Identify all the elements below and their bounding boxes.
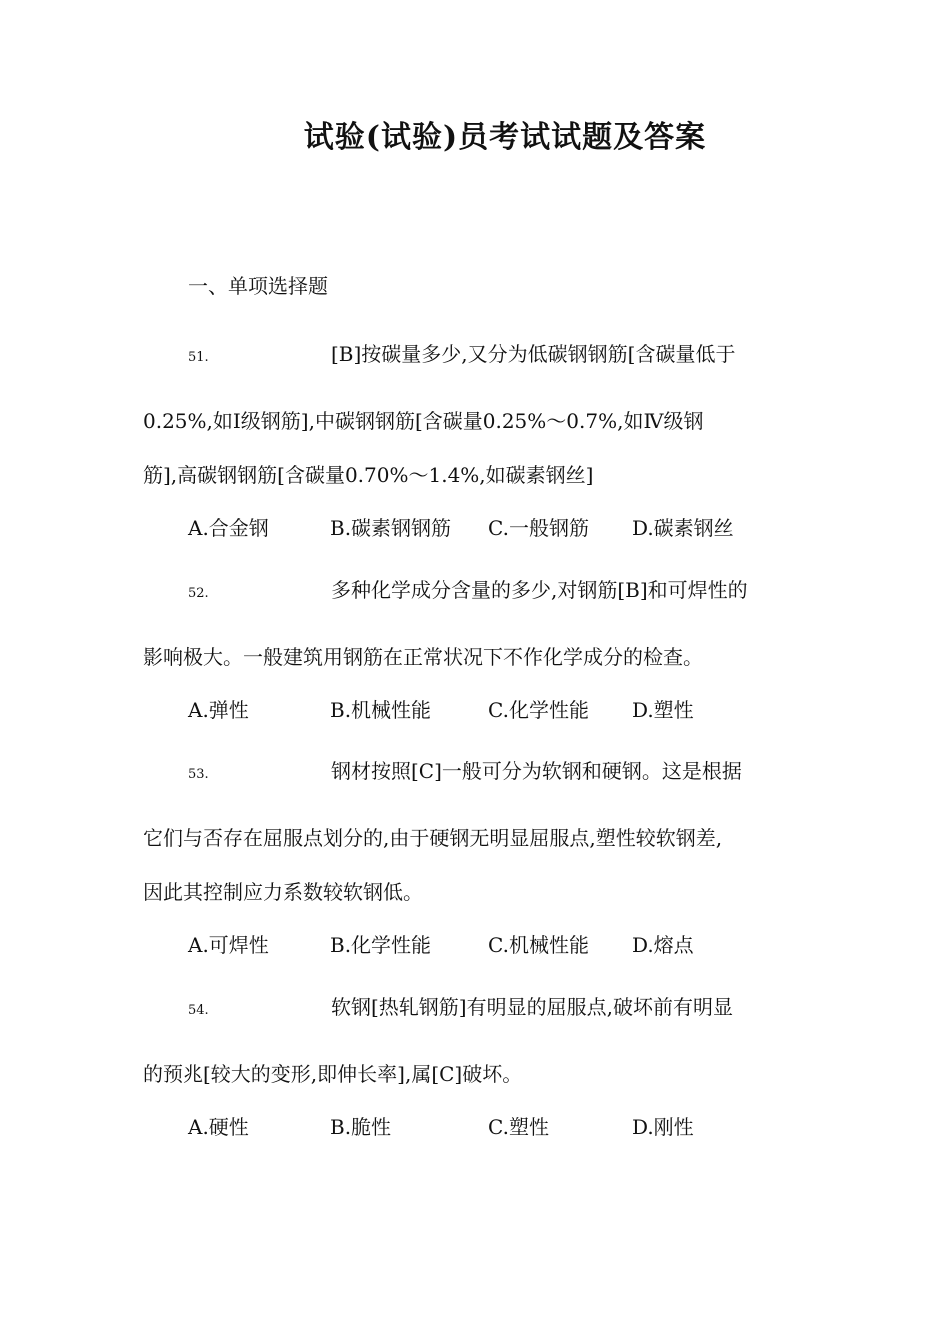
question-53 [143,757,805,969]
question-stem-line: 软钢[热轧钢筋]有明显的屈服点,破坏前有明显 [331,995,733,1019]
option-a: A.弹性 [188,698,249,722]
option-a: A.合金钢 [188,516,269,540]
option-c: C.塑性 [488,1115,549,1139]
option-d: D.碳素钢丝 [632,516,734,540]
question-stem-line: 因此其控制应力系数较软钢低。 [143,880,423,904]
option-d: D.熔点 [632,933,694,957]
option-a: A.硬性 [188,1115,249,1139]
question-stem-line: 的预兆[较大的变形,即伸长率],属[C]破坏。 [143,1062,523,1086]
option-a: A.可焊性 [188,933,269,957]
options-row [143,512,805,552]
question-number: 54. [188,1003,209,1018]
option-b: B.脆性 [330,1115,392,1139]
question-54 [143,993,805,1151]
question-stem-line: 多种化学成分含量的多少,对钢筋[B]和可焊性的 [331,578,748,602]
options-row [143,1111,805,1151]
question-stem-line: 0.25%,如Ⅰ级钢筋],中碳钢钢筋[含碳量0.25%～0.7%,如Ⅳ级钢 [143,409,704,433]
option-c: C.化学性能 [488,698,589,722]
question-stem-line: 钢材按照[C]一般可分为软钢和硬钢。这是根据 [331,759,742,783]
option-c: C.一般钢筋 [488,516,589,540]
question-stem-line: 影响极大。一般建筑用钢筋在正常状况下不作化学成分的检查。 [143,645,703,669]
options-row [143,694,805,734]
option-c: C.机械性能 [488,933,589,957]
options-row [143,929,805,969]
section-heading: 一、单项选择题 [188,274,328,298]
question-stem-line: 筋],高碳钢钢筋[含碳量0.70%～1.4%,如碳素钢丝] [143,463,594,487]
document-title: 试验(试验)员考试试题及答案 [303,120,707,155]
option-b: B.机械性能 [330,698,432,722]
question-stem-line: [B]按碳量多少,又分为低碳钢钢筋[含碳量低于 [331,342,736,366]
question-51 [143,340,805,552]
question-stem-line: 它们与否存在屈服点划分的,由于硬钢无明显屈服点,塑性较软钢差, [143,826,723,850]
question-number: 52. [188,586,209,601]
option-b: B.碳素钢钢筋 [330,516,452,540]
question-number: 53. [188,767,209,782]
option-d: D.刚性 [632,1115,694,1139]
option-b: B.化学性能 [330,933,432,957]
question-52 [143,576,805,734]
question-number: 51. [188,350,209,365]
option-d: D.塑性 [632,698,694,722]
